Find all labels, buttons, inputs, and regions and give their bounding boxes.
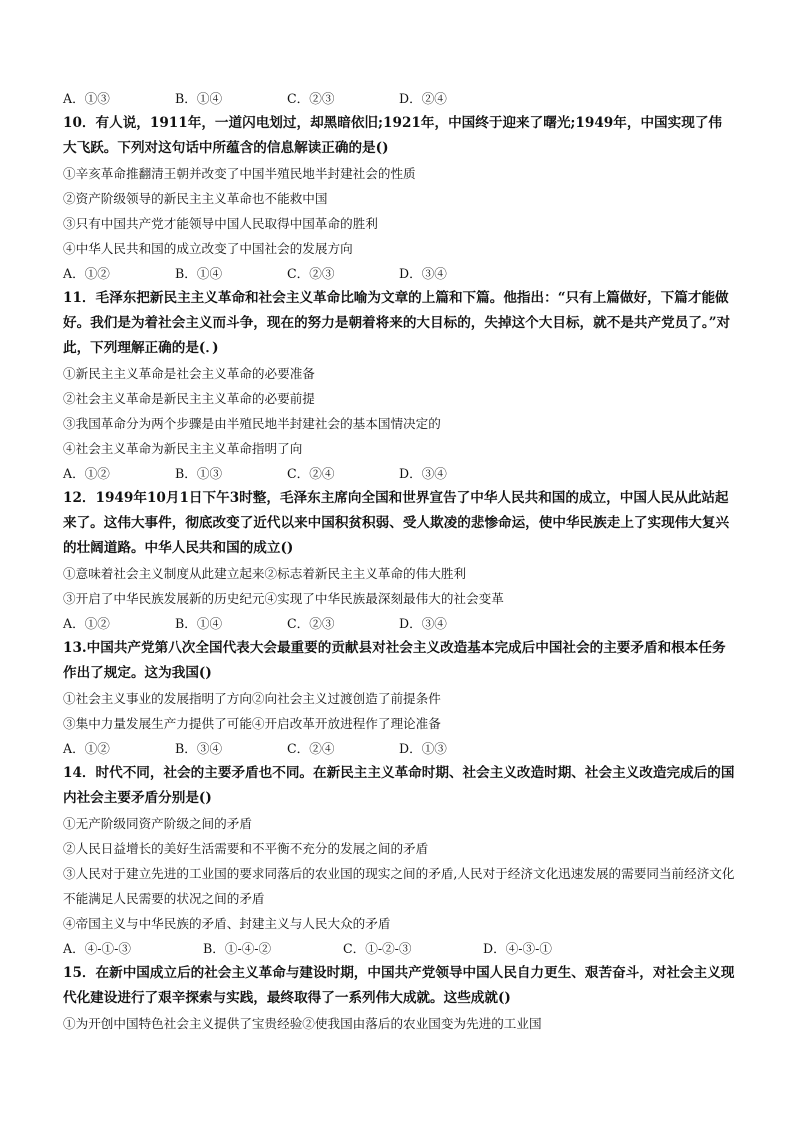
question-14-option: ②人民日益增长的美好生活需要和不平衡不充分的发展之间的矛盾 (63, 841, 429, 856)
question-11-stem: 11．毛泽东把新民主主义革命和社会主义革命比喻为文章的上篇和下篇。他指出：“只有上篇做好，下篇才能做好。我们是为着社会主义而斗争，现在的努力是朝着将来的大目标的，失掉这个大目标，就不是共产党员了。”对此，下列理解正确的是(．) (63, 290, 731, 356)
answer-choice[interactable]: A．①② (63, 266, 110, 281)
question-10-option: ①辛亥革命推翻清王朝并改变了中国半殖民地半封建社会的性质 (63, 166, 416, 181)
answer-choice[interactable]: B．①④ (175, 91, 223, 106)
answer-choice[interactable]: C．②④ (287, 466, 335, 481)
answer-choice[interactable]: C．②③ (287, 266, 335, 281)
answer-choice[interactable]: A．①② (63, 741, 110, 756)
answer-choice[interactable]: D．③④ (399, 616, 447, 631)
q13-answer-choices (63, 736, 735, 761)
q9-answer-choices (63, 86, 735, 111)
q11-answer-choices (63, 461, 735, 486)
question-15-option: ①为开创中国特色社会主义提供了宝贵经验②使我国由落后的农业国变为先进的工业国 (63, 1016, 542, 1031)
answer-choice[interactable]: C．①-②-③ (343, 941, 412, 956)
question-10-option: ②资产阶级领导的新民主主义革命也不能救中国 (63, 191, 328, 206)
answer-choice[interactable]: A．④-①-③ (63, 941, 131, 956)
answer-choice[interactable]: B．①④ (175, 616, 223, 631)
question-10-option: ③只有中国共产党才能领导中国人民取得中国革命的胜利 (63, 216, 378, 231)
q10-answer-choices (63, 261, 735, 286)
exam-page (63, 86, 735, 1036)
answer-choice[interactable]: B．①④ (175, 266, 223, 281)
answer-choice[interactable]: A．①③ (63, 91, 110, 106)
question-13-option: ③集中力量发展生产力提供了可能④开启改革开放进程作了理论准备 (63, 716, 441, 731)
answer-choice[interactable]: C．②③ (287, 91, 335, 106)
answer-choice[interactable]: B．①-④-② (203, 941, 272, 956)
q14-answer-choices (63, 936, 735, 961)
question-13-stem: 13.中国共产党第八次全国代表大会最重要的贡献县对社会主义改造基本完成后中国社会的主要矛盾和根本任务作出了规定。这为我国() (63, 640, 726, 681)
question-14-option: ④帝国主义与中华民族的矛盾、封建主义与人民大众的矛盾 (63, 916, 391, 931)
question-11-option: ③我国革命分为两个步骤是由半殖民地半封建社会的基本国情决定的 (63, 416, 441, 431)
answer-choice[interactable]: D．③④ (399, 466, 447, 481)
answer-choice[interactable]: D．③④ (399, 266, 447, 281)
question-11-option: ④社会主义革命为新民主主义革命指明了向 (63, 441, 303, 456)
question-12-option: ①意味着社会主义制度从此建立起来②标志着新民主主义革命的伟大胜利 (63, 566, 466, 581)
question-13-option: ①社会主义事业的发展指明了方向②向社会主义过渡创造了前提条件 (63, 691, 441, 706)
question-10-option: ④中华人民共和国的成立改变了中国社会的发展方向 (63, 241, 353, 256)
question-14-option: ③人民对于建立先进的工业国的要求同落后的农业国的现实之间的矛盾,人民对于经济文化迅速发展的需要同当前经济文化不能满足人民需要的状况之间的矛盾 (63, 866, 735, 906)
question-11-option: ②社会主义革命是新民主主义革命的必要前提 (63, 391, 315, 406)
answer-choice[interactable]: C．②④ (287, 741, 335, 756)
q12-answer-choices (63, 611, 735, 636)
answer-choice[interactable]: D．①③ (399, 741, 447, 756)
question-14-option: ①无产阶级同资产阶级之间的矛盾 (63, 816, 252, 831)
answer-choice[interactable]: A．①② (63, 466, 110, 481)
question-10-stem: 10．有人说，1911年，一道闪电划过，却黑暗依旧;1921年，中国终于迎来了曙光;1949年，中国实现了伟大飞跃。下列对这句话中所蕴含的信息解读正确的是() (63, 115, 723, 156)
answer-choice[interactable]: B．①③ (175, 466, 223, 481)
question-11-option: ①新民主主义革命是社会主义革命的必要准备 (63, 366, 315, 381)
question-12-stem: 12．1949年10月1日下午3时整，毛泽东主席向全国和世界宣告了中华人民共和国的成立，中国人民从此站起来了。这伟大事件，彻底改变了近代以来中国积贫积弱、受人欺凌的悲惨命运，使中华民族走上了实现伟大复兴的壮阔道路。中华人民共和国的成立() (63, 490, 730, 556)
answer-choice[interactable]: B．③④ (175, 741, 223, 756)
answer-choice[interactable]: D．④-③-① (483, 941, 552, 956)
answer-choice[interactable]: C．②③ (287, 616, 335, 631)
question-12-option: ③开启了中华民族发展新的历史纪元④实现了中华民族最深刻最伟大的社会变革 (63, 591, 504, 606)
answer-choice[interactable]: D．②④ (399, 91, 447, 106)
question-15-stem: 15．在新中国成立后的社会主义革命与建设时期，中国共产党领导中国人民自力更生、艰苦奋斗，对社会主义现代化建设进行了艰辛探索与实践，最终取得了一系列伟大成就。这些成就() (63, 965, 735, 1006)
question-14-stem: 14．时代不同，社会的主要矛盾也不同。在新民主主义革命时期、社会主义改造时期、社会主义改造完成后的国内社会主要矛盾分别是() (63, 765, 735, 806)
answer-choice[interactable]: A．①② (63, 616, 110, 631)
